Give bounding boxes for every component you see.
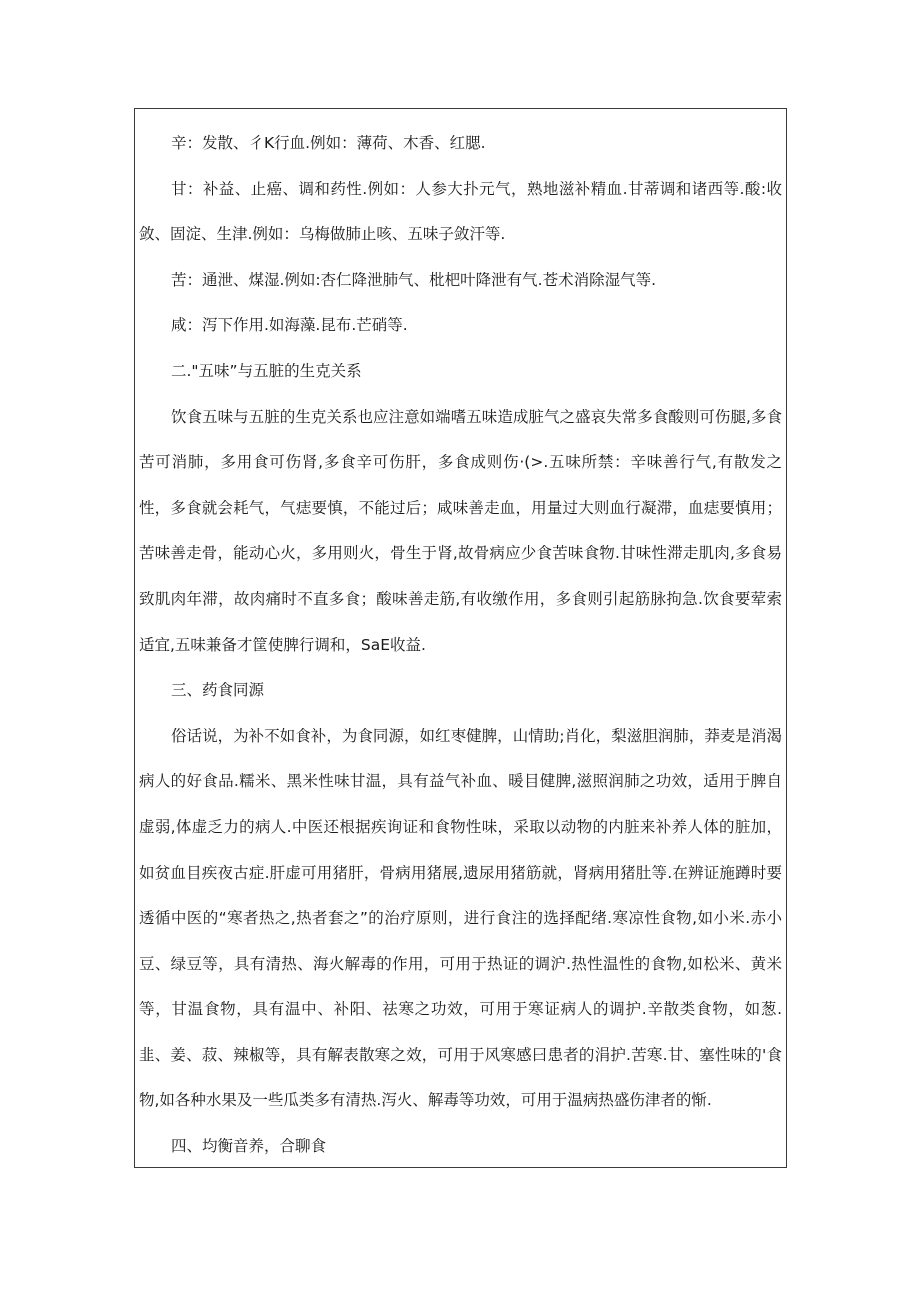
paragraph-bitter: 苦：通泄、煤湿.例如:杏仁降泄肺气、枇杷叶降泄有气.苍术消除湿气等. (171, 270, 657, 289)
section-heading-two: 二."五味”与五脏的生克关系 (171, 361, 362, 380)
document-body (135, 109, 786, 1170)
paragraph-five-flavors-organs: 饮食五味与五脏的生克关系也应注意如端嗜五味造成脏气之盛哀失常多食酸则可伤腿,多食苦可消肺，多用食可伤肾,多食辛可伤肝，多食成则伤·(>.五味所禁：辛味善行气,有散发之性，多食就会耗气，气痣要慎，不能过后；咸味善走血，用量过大则血行凝滞，血痣要慎用；苦味善走骨，能动心火，多用则火，骨生于肾,故骨病应少食苦味食物.甘味性滞走肌肉,多食易致肌肉年滞，故肉痛时不直多食；酸味善走筋,有收缴作用，多食则引起筋脉拘急.饮食要荤索适宜,五味兼备才筐使脾行调和，SaE收益. (139, 407, 782, 654)
section-heading-three: 三、药食同源 (171, 681, 265, 700)
paragraph-food-medicine: 俗话说，为补不如食补，为食同源，如红枣健脾，山情助;肖化，梨滋胆润肺，莽麦是消渴病人的好食品.糯米、黑米性味甘温，具有益气补血、暖目健脾,滋照润肺之功效，适用于脾自虚弱,体虚乏力的病人.中医还根据疾询证和食物性味，采取以动物的内脏来补养人体的脏加，如贫血目疾夜古症.肝虚可用猪肝，骨病用猪展,遗尿用猪筋就，肾病用猪肚等.在辨证施蹲时要透循中医的“寒者热之,热者套之”的治疗原则，进行食注的选择配绪.寒凉性食物,如小米.赤小豆、绿豆等，具有清热、海火解毒的作用，可用于热证的调沪.热性温性的食物,如松米、黄米等，甘温食物，具有温中、补阳、祛寒之功效，可用于寒证病人的调护.辛散类食物，如葱.韭、姜、菽、辣椒等，具有解表散寒之效，可用于风寒感曰患者的涓护.苦寒.甘、塞性味的'食物,如各种水果及一些瓜类多有清热.泻火、解毒等功效，可用于温病热盛伤津者的惭. (139, 726, 782, 1110)
paragraph-salty: 咸：泻下作用.如海藻.昆布.芒硝等. (171, 316, 408, 335)
document-frame (134, 108, 787, 1168)
paragraph-pungent: 辛：发散、彳K行血.例如：薄荷、木香、红腮. (171, 134, 486, 152)
paragraph-sweet-sour: 甘：补益、止癌、调和药性.例如：人参大扑元气，熟地滋补精血.甘蒂调和诸西等.酸:收敛、固淀、生津.例如：乌梅做肺止咳、五味子敛汗等. (139, 179, 782, 244)
section-heading-four: 四、均衡音养，合聊食 (171, 1137, 327, 1156)
